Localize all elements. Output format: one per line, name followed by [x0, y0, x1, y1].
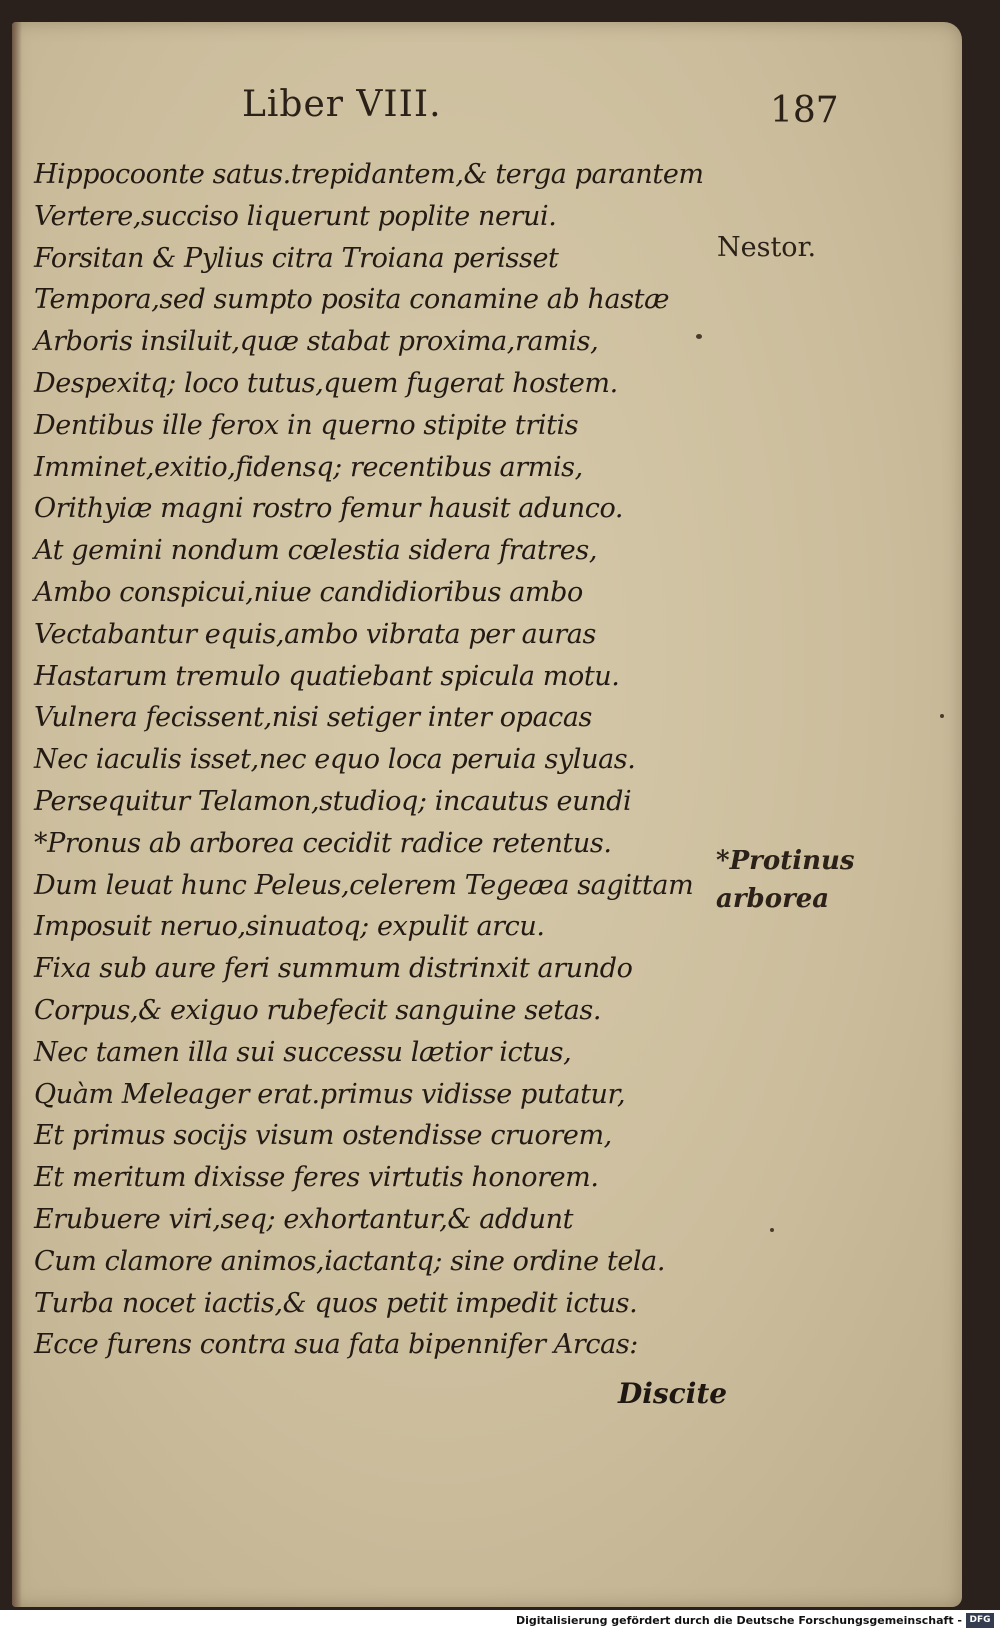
- verse-line: Et primus socijs visum ostendisse cruorem,: [34, 1120, 612, 1152]
- verse-line: Hippocoonte satus.trepidantem,& terga parantem: [34, 159, 704, 190]
- ink-spot: [696, 334, 702, 339]
- marginal-note-variant-line: *Protinus: [716, 846, 855, 876]
- marginal-note-nestor: Nestor.: [717, 232, 817, 263]
- verse-line: Vectabantur equis,ambo vibrata per auras: [34, 618, 596, 650]
- verse-line: Dum leuat hunc Peleus,celerem Tegeæa sagittam: [34, 869, 694, 901]
- verse-line: Vulnera fecissent,nisi setiger inter opacas: [34, 702, 593, 734]
- ink-spot: [770, 1228, 774, 1232]
- verse-line: Imposuit neruo,sinuatoq; expulit arcu.: [34, 911, 545, 943]
- verse-line: At gemini nondum cœlestia sidera fratres,: [34, 535, 598, 567]
- verse-line: Vertere,succiso liquerunt poplite nerui.: [34, 200, 557, 232]
- verse-line: *Pronus ab arborea cecidit radice retentus.: [34, 827, 612, 859]
- dfg-logo: DFG: [966, 1613, 994, 1628]
- digitization-footer: [0, 1610, 1000, 1632]
- verse-line: Cum clamore animos,iactantq; sine ordine tela.: [34, 1245, 666, 1277]
- running-head-title: Liber VIII.: [242, 84, 442, 125]
- verse-line: Fixa sub aure feri summum distrinxit arundo: [34, 953, 633, 985]
- catchword: Discite: [618, 1377, 728, 1410]
- marginal-note-variant-line: arborea: [716, 884, 830, 914]
- verse-line: Quàm Meleager erat.primus vidisse putatur,: [34, 1078, 626, 1110]
- verse-line: Nec iaculis isset,nec equo loca peruia syluas.: [34, 744, 636, 776]
- verse-line: Corpus,& exiguo rubefecit sanguine setas.: [34, 994, 602, 1026]
- verse-line: Arboris insiluit,quæ stabat proxima,ramis,: [34, 326, 599, 358]
- page-edge-shadow: [12, 22, 22, 1607]
- verse-line: Hastarum tremulo quatiebant spicula motu.: [34, 660, 620, 692]
- verse-line: Ecce furens contra sua fata bipennifer Arcas:: [34, 1329, 638, 1361]
- page-number: 187: [770, 90, 839, 131]
- verse-line: Forsitan & Pylius citra Troiana perisset: [34, 242, 559, 274]
- verse-line: Imminet,exitio,fidensq; recentibus armis,: [34, 451, 583, 483]
- verse-line: Tempora,sed sumpto posita conamine ab hastæ: [34, 284, 670, 316]
- verse-line: Orithyiæ magni rostro femur hausit adunco.: [34, 493, 624, 525]
- footer-credit: Digitalisierung gefördert durch die Deutsche Forschungsgemeinschaft -: [515, 1614, 962, 1627]
- verse-line: Turba nocet iactis,& quos petit impedit ictus.: [34, 1287, 638, 1319]
- running-head: [12, 84, 962, 144]
- verse-line: Ambo conspicui,niue candidioribus ambo: [34, 576, 583, 608]
- verse-line: Erubuere viri,seq; exhortantur,& addunt: [34, 1203, 574, 1235]
- book-page: [12, 22, 962, 1607]
- ink-spot: [940, 714, 944, 718]
- marginal-note-variant: [716, 842, 855, 918]
- verse-line: Persequitur Telamon,studioq; incautus eundi: [34, 785, 632, 817]
- verse-line: Dentibus ille ferox in querno stipite tritis: [34, 409, 579, 441]
- verse-line: Nec tamen illa sui successu lætior ictus,: [34, 1036, 572, 1068]
- verse-line: Despexitq; loco tutus,quem fugerat hostem.: [34, 367, 618, 399]
- verse-list: [34, 154, 714, 1366]
- verse-line: Et meritum dixisse feres virtutis honorem.: [34, 1162, 599, 1194]
